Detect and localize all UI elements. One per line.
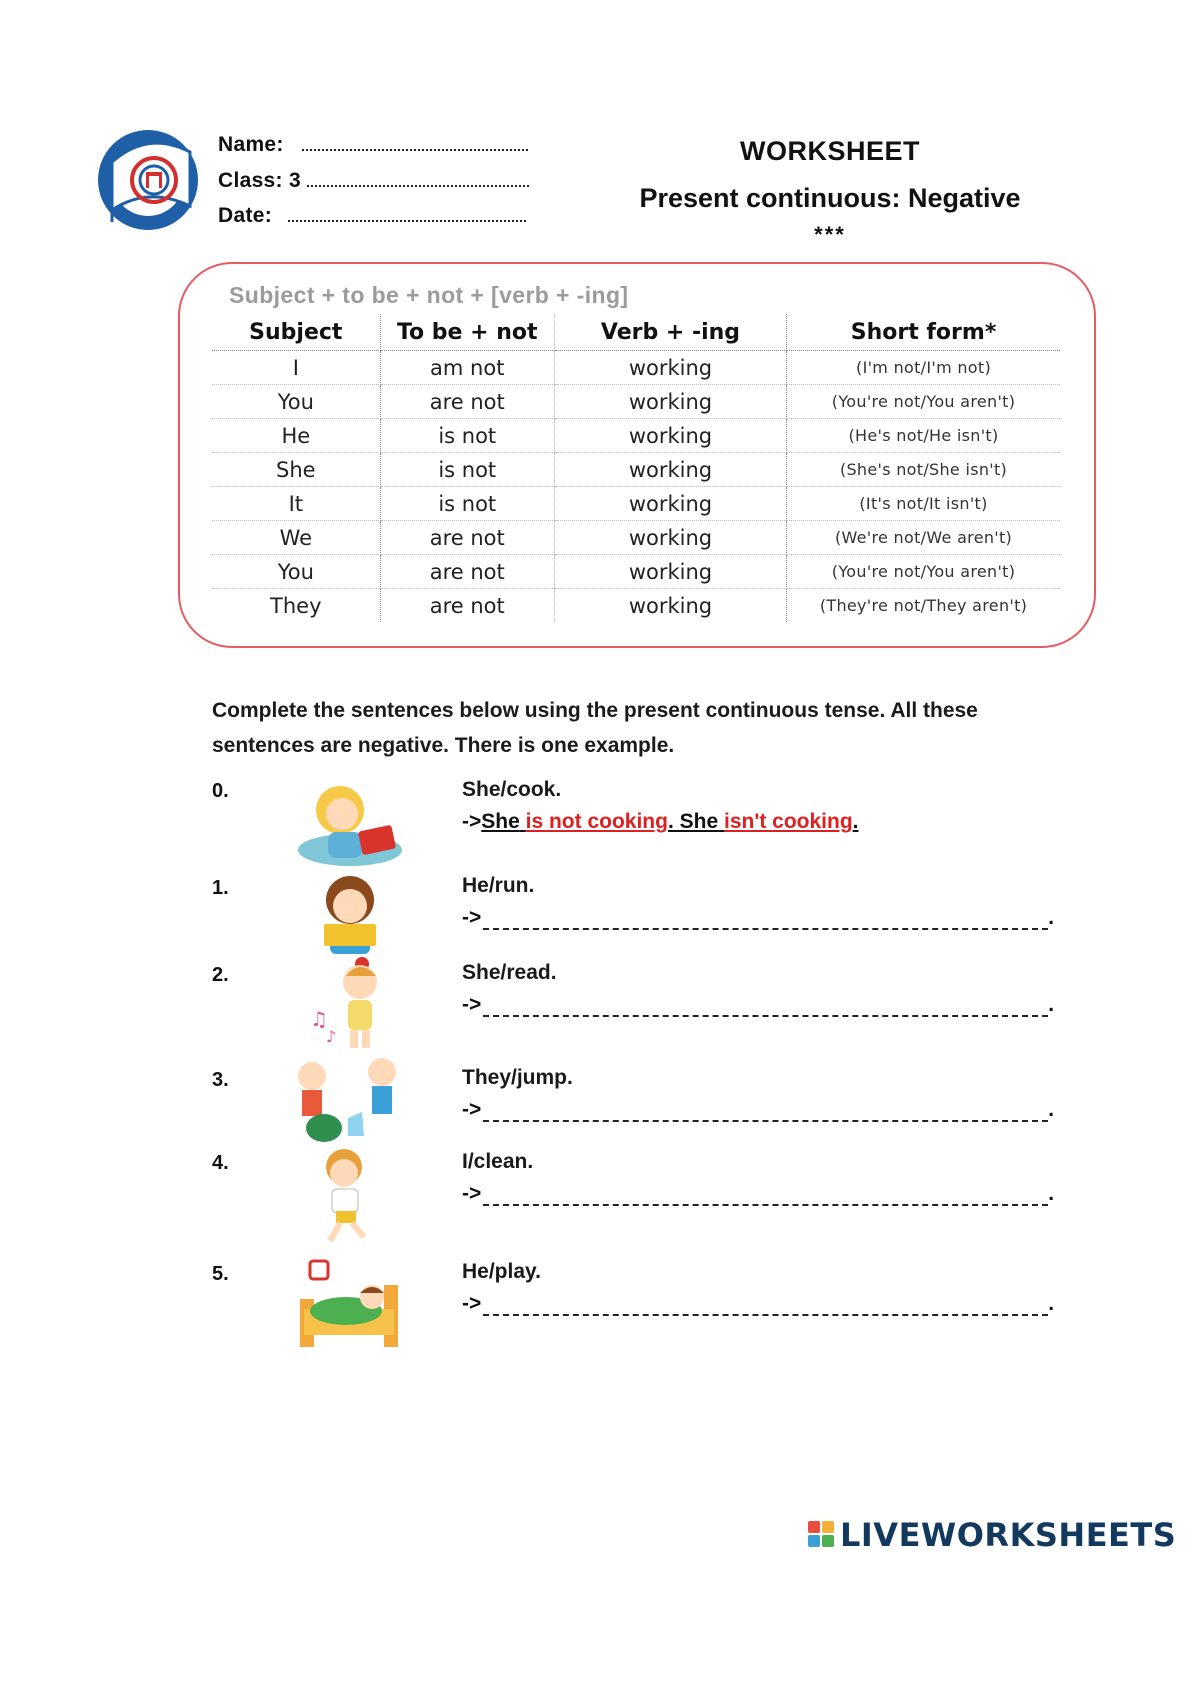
cell-to-be: are not <box>380 589 554 623</box>
answer-line[interactable] <box>462 1292 1054 1316</box>
cell-subject: You <box>212 385 380 419</box>
date-field <box>218 204 526 228</box>
name-field <box>218 133 528 157</box>
grammar-formula: Subject + to be + not + [verb + -ing] <box>229 282 629 308</box>
table-row <box>212 521 1060 555</box>
class-field <box>218 169 529 193</box>
answer-blank[interactable] <box>483 1186 1048 1206</box>
cell-to-be: am not <box>380 351 554 385</box>
answer-blank[interactable] <box>483 1296 1048 1316</box>
exercise-number: 5. <box>212 1263 229 1285</box>
answer-arrow: -> <box>462 1098 482 1121</box>
date-blank[interactable] <box>288 216 526 222</box>
table-row <box>212 555 1060 589</box>
title-stars: *** <box>814 222 846 247</box>
svg-text:♫: ♫ <box>310 1007 328 1031</box>
liveworksheets-icon <box>808 1521 836 1549</box>
cell-verb: working <box>554 419 786 453</box>
example-part-2: is not cooking <box>525 810 668 833</box>
answer-line[interactable] <box>462 993 1054 1017</box>
cell-to-be: is not <box>380 487 554 521</box>
cell-subject: We <box>212 521 380 555</box>
cell-subject: She <box>212 453 380 487</box>
answer-end: . <box>1048 1098 1055 1121</box>
answer-line[interactable] <box>462 1182 1054 1206</box>
col-verb-ing: Verb + -ing <box>554 314 786 351</box>
exercise-prompt: He/play. <box>462 1260 541 1283</box>
girl-cooking-illustration <box>290 770 420 870</box>
cell-verb: working <box>554 589 786 623</box>
cell-verb: working <box>554 453 786 487</box>
answer-end: . <box>1048 1292 1055 1315</box>
worksheet-subtitle: Present continuous: Negative <box>639 183 1021 213</box>
cell-subject: I <box>212 351 380 385</box>
answer-arrow: -> <box>462 1292 482 1315</box>
example-part-4: isn't cooking <box>724 810 853 833</box>
answer-end: . <box>1048 906 1055 929</box>
answer-arrow: -> <box>462 1182 482 1205</box>
cell-short-form: (I'm not/I'm not) <box>787 351 1060 385</box>
cell-verb: working <box>554 521 786 555</box>
cell-short-form: (She's not/She isn't) <box>787 453 1060 487</box>
answer-arrow: -> <box>462 993 482 1016</box>
answer-blank[interactable] <box>483 997 1048 1017</box>
cell-to-be: are not <box>380 385 554 419</box>
class-label: Class: 3 <box>218 169 301 192</box>
example-part-3: . She <box>667 810 719 833</box>
grammar-header-row <box>212 314 1060 351</box>
exercise-prompt: She/cook. <box>462 778 562 801</box>
answer-blank[interactable] <box>483 910 1048 930</box>
name-blank[interactable] <box>302 145 528 151</box>
example-part-1: She <box>481 810 520 833</box>
example-answer <box>462 810 859 834</box>
cell-subject: They <box>212 589 380 623</box>
girl-dancing-illustration <box>290 956 420 1056</box>
exercise-number: 2. <box>212 964 229 986</box>
school-logo-icon <box>92 122 212 234</box>
kids-cleaning-illustration <box>290 1054 420 1154</box>
grammar-table <box>212 314 1060 622</box>
liveworksheets-brand[interactable] <box>808 1516 1176 1554</box>
cell-subject: He <box>212 419 380 453</box>
exercise-number: 4. <box>212 1152 229 1174</box>
table-row <box>212 419 1060 453</box>
exercise-number: 1. <box>212 877 229 899</box>
cell-short-form: (You're not/You aren't) <box>787 555 1060 589</box>
exercise-prompt: She/read. <box>462 961 557 984</box>
cell-verb: working <box>554 385 786 419</box>
class-blank[interactable] <box>307 181 529 187</box>
exercise-prompt: He/run. <box>462 874 535 897</box>
answer-arrow: -> <box>462 906 482 929</box>
cell-to-be: is not <box>380 453 554 487</box>
col-subject: Subject <box>212 314 380 351</box>
cell-verb: working <box>554 555 786 589</box>
cell-short-form: (It's not/It isn't) <box>787 487 1060 521</box>
table-row <box>212 453 1060 487</box>
cell-subject: It <box>212 487 380 521</box>
boy-reading-illustration <box>290 866 420 966</box>
table-row <box>212 351 1060 385</box>
cell-to-be: are not <box>380 555 554 589</box>
table-row <box>212 385 1060 419</box>
cell-subject: You <box>212 555 380 589</box>
example-part-5: . <box>852 810 859 833</box>
answer-end: . <box>1048 1182 1055 1205</box>
cell-short-form: (He's not/He isn't) <box>787 419 1060 453</box>
exercise-number: 0. <box>212 780 229 802</box>
cell-verb: working <box>554 487 786 521</box>
exercise-prompt: I/clean. <box>462 1150 534 1173</box>
name-label: Name: <box>218 133 284 156</box>
answer-blank[interactable] <box>483 1102 1048 1122</box>
instructions: Complete the sentences below using the present continuous tense. All these sentences are negative. There is one example. <box>212 699 978 757</box>
boy-sleeping-illustration <box>290 1255 420 1355</box>
cell-short-form: (We're not/We aren't) <box>787 521 1060 555</box>
date-label: Date: <box>218 204 273 227</box>
cell-short-form: (They're not/They aren't) <box>819 596 1028 615</box>
col-short-form: Short form* <box>787 314 1060 351</box>
answer-arrow: -> <box>462 810 482 833</box>
cell-verb: working <box>554 351 786 385</box>
table-row <box>212 487 1060 521</box>
table-row <box>212 589 1060 623</box>
answer-line[interactable] <box>462 1098 1054 1122</box>
worksheet-title: WORKSHEET <box>740 136 920 166</box>
svg-text:♪: ♪ <box>326 1027 337 1046</box>
answer-line[interactable] <box>462 906 1054 930</box>
exercise-prompt: They/jump. <box>462 1066 573 1089</box>
cell-to-be: are not <box>380 521 554 555</box>
cell-to-be: is not <box>380 419 554 453</box>
brand-name: LIVEWORKSHEETS <box>840 1516 1177 1554</box>
girl-running-illustration <box>290 1145 420 1245</box>
cell-short-form: (You're not/You aren't) <box>787 385 1060 419</box>
exercise-number: 3. <box>212 1069 229 1091</box>
col-to-be-not: To be + not <box>380 314 554 351</box>
answer-end: . <box>1048 993 1055 1016</box>
